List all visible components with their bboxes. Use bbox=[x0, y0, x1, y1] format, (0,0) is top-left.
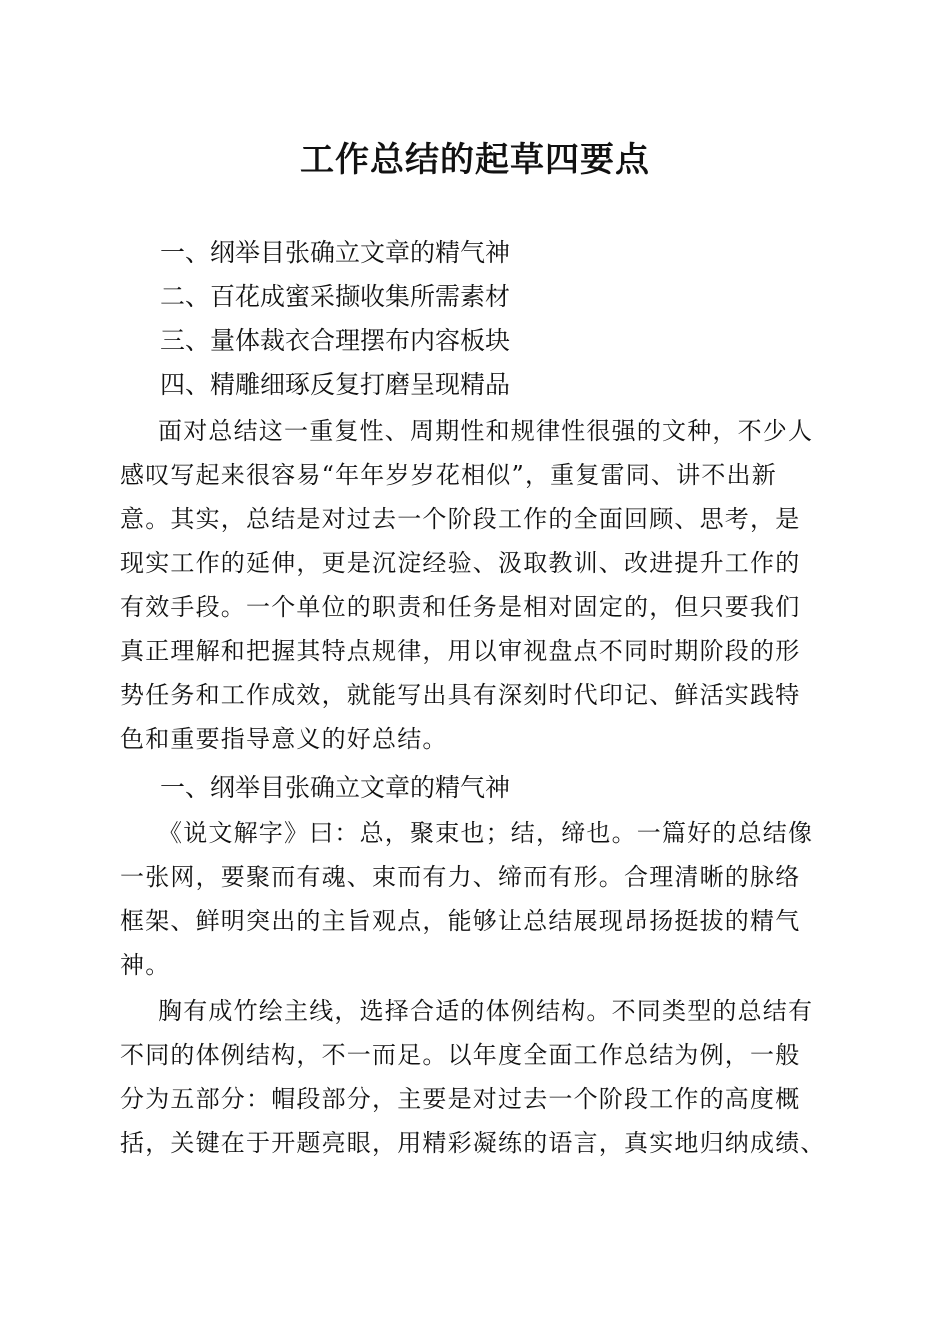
outline-item: 三、量体裁衣合理摆布内容板块 bbox=[160, 326, 511, 355]
paragraph-line: 真正理解和把握其特点规律，用以审视盘点不同时期阶段的形 bbox=[120, 637, 801, 665]
paragraph-line: 神。 bbox=[120, 951, 171, 979]
section-heading: 一、纲举目张确立文章的精气神 bbox=[160, 773, 511, 802]
document-title: 工作总结的起草四要点 bbox=[300, 140, 650, 180]
paragraph-line: 有效手段。一个单位的职责和任务是相对固定的，但只要我们 bbox=[120, 593, 801, 621]
paragraph-line: 《说文解字》曰：总，聚束也；结，缔也。一篇好的总结像 bbox=[158, 819, 814, 847]
outline-item: 一、纲举目张确立文章的精气神 bbox=[160, 238, 511, 267]
paragraph-line: 分为五部分：帽段部分，主要是对过去一个阶段工作的高度概 bbox=[120, 1085, 801, 1113]
paragraph-line: 胸有成竹绘主线，选择合适的体例结构。不同类型的总结有 bbox=[158, 997, 814, 1025]
paragraph-line: 不同的体例结构，不一而足。以年度全面工作总结为例，一般 bbox=[120, 1041, 801, 1069]
paragraph-line: 面对总结这一重复性、周期性和规律性很强的文种，不少人 bbox=[158, 417, 814, 445]
paragraph-line: 括，关键在于开题亮眼，用精彩凝练的语言，真实地归纳成绩、 bbox=[120, 1129, 826, 1157]
outline-item: 二、百花成蜜采撷收集所需素材 bbox=[160, 282, 511, 311]
section-paragraph bbox=[120, 811, 840, 987]
paragraph-line: 感叹写起来很容易“年年岁岁花相似”，重复雷同、讲不出新 bbox=[120, 461, 777, 489]
outline-item: 四、精雕细琢反复打磨呈现精品 bbox=[160, 370, 511, 399]
paragraph-line: 现实工作的延伸，更是沉淀经验、汲取教训、改进提升工作的 bbox=[120, 549, 801, 577]
paragraph-line: 色和重要指导意义的好总结。 bbox=[120, 725, 448, 753]
paragraph-line: 框架、鲜明突出的主旨观点，能够让总结展现昂扬挺拔的精气 bbox=[120, 907, 801, 935]
paragraph-line: 意。其实，总结是对过去一个阶段工作的全面回顾、思考，是 bbox=[120, 505, 801, 533]
outline-list bbox=[160, 231, 860, 407]
paragraph-line: 势任务和工作成效，就能写出具有深刻时代印记、鲜活实践特 bbox=[120, 681, 801, 709]
section-paragraph bbox=[120, 989, 840, 1165]
intro-paragraph bbox=[120, 409, 840, 761]
paragraph-line: 一张网，要聚而有魂、束而有力、缔而有形。合理清晰的脉络 bbox=[120, 863, 801, 891]
